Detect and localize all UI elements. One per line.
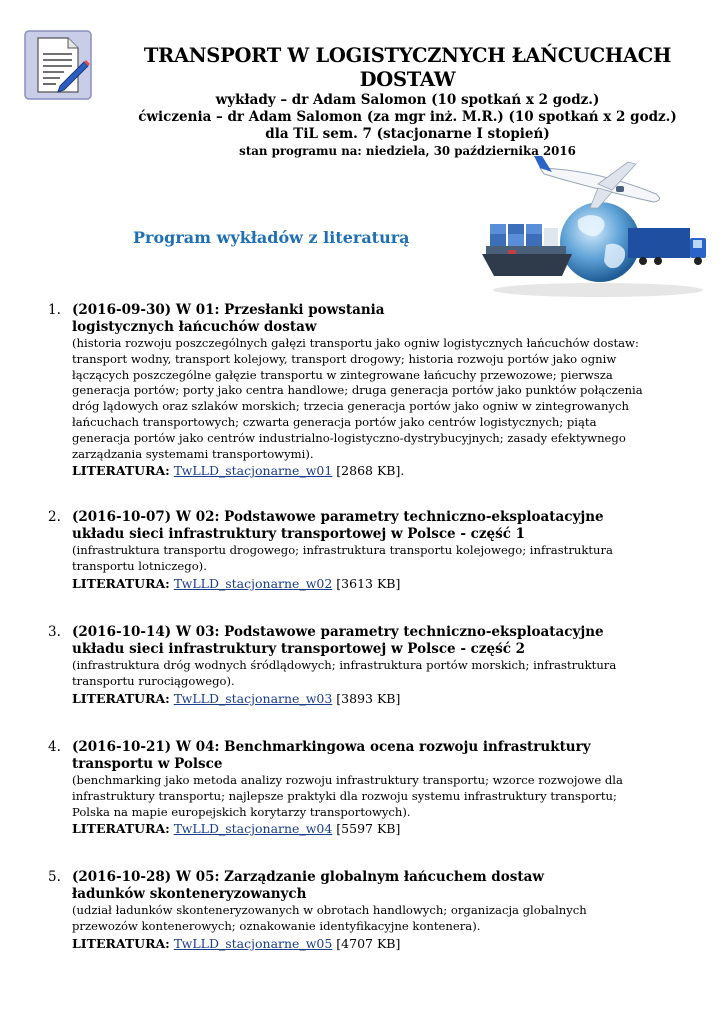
lecture-literature xyxy=(72,935,648,952)
lecture-description: (infrastruktura dróg wodnych śródlądowych; infrastruktura portów morskich; infrastruktura transportu rurociągowego). xyxy=(72,658,617,688)
lecture-description: (udział ładunków skonteneryzowanych w obrotach handlowych; organizacja globalnych przewozów kontenerowych; oznakowanie identyfikacyjne kontenera). xyxy=(72,903,587,933)
literature-link[interactable]: TwLLD_stacjonarne_w04 xyxy=(173,821,333,837)
lecture-literature xyxy=(72,462,648,479)
airplane-icon xyxy=(534,156,660,208)
exercises-line: ćwiczenia – dr Adam Salomon (za mgr inż. M.R.) (10 spotkań x 2 godz.) xyxy=(138,109,677,125)
lecture-number: 2. xyxy=(48,509,61,525)
lecture-title: (2016-10-14) W 03: Podstawowe parametry techniczno-eksploatacyjne układu sieci infrastruktury transportowej w Polsce - część 2 xyxy=(72,624,604,657)
literature-link[interactable]: TwLLD_stacjonarne_w01 xyxy=(173,463,333,479)
section-title: Program wykładów z literaturą xyxy=(133,228,410,247)
lecture-list xyxy=(48,302,648,952)
truck-icon xyxy=(628,228,706,265)
lecture-literature xyxy=(72,690,648,707)
file-size: [3893 KB] xyxy=(336,690,401,706)
lecture-item xyxy=(48,869,648,952)
file-size: [3613 KB] xyxy=(336,575,401,591)
lecture-item xyxy=(48,509,648,624)
lecture-number: 1. xyxy=(48,302,61,318)
lecture-number: 3. xyxy=(48,624,61,640)
literature-label: LITERATURA: xyxy=(72,690,170,706)
document-header xyxy=(100,44,715,159)
lecture-number: 5. xyxy=(48,869,61,885)
lecture-title: (2016-10-21) W 04: Benchmarkingowa ocena rozwoju infrastruktury transportu w Polsce xyxy=(72,739,591,772)
lecture-item xyxy=(48,739,648,869)
lecture-title: (2016-09-30) W 01: Przesłanki powstania logistycznych łańcuchów dostaw xyxy=(72,302,385,335)
lecture-literature xyxy=(72,575,648,592)
literature-link[interactable]: TwLLD_stacjonarne_w02 xyxy=(173,575,333,591)
literature-label: LITERATURA: xyxy=(72,463,170,479)
literature-label: LITERATURA: xyxy=(72,575,170,591)
audience-line: dla TiL sem. 7 (stacjonarne I stopień) xyxy=(265,126,550,142)
document-title: TRANSPORT W LOGISTYCZNYCH ŁAŃCUCHACH DOSTAW xyxy=(143,44,672,91)
lecture-description: (infrastruktura transportu drogowego; infrastruktura transportu kolejowego; infrastruktura transportu lotniczego). xyxy=(72,543,613,573)
lecture-description: (historia rozwoju poszczególnych gałęzi transportu jako ogniw logistycznych łańcuchów dostaw: transport wodny, transport kolejowy, transport drogowy; historia rozwoju portów jako ogniw łączących poszczególne gałęzie transportu w zintegrowane łańcuchy przewozowe; pierwsza generacja portów; porty jako centra handlowe; druga generacja portów jako punktów połączenia dróg lądowych oraz szlaków morskich; trzecia generacja portów jako ogniw w zintegrowanych łańcuchach transportowych; czwarta generacja portów jako centrów logistycznych; piąta generacja portów jako centrów industrialno-logistyczno-dystrybucyjnych; zasady efektywnego zarządzania systemami transportowymi). xyxy=(72,336,643,461)
program-status-line: stan programu na: niedziela, 30 października 2016 xyxy=(239,144,576,158)
lecture-number: 4. xyxy=(48,739,61,755)
literature-label: LITERATURA: xyxy=(72,821,170,837)
literature-label: LITERATURA: xyxy=(72,935,170,951)
file-size: [5597 KB] xyxy=(336,821,401,837)
container-ship-icon xyxy=(482,224,572,276)
lecture-literature xyxy=(72,820,648,837)
lecture-description: (benchmarking jako metoda analizy rozwoju infrastruktury transportu; wzorce rozwojowe dla infrastruktury transportu; najlepsze praktyki dla rozwoju systemu infrastruktury transportu; Polska na mapie europejskich korytarzy transportowych). xyxy=(72,773,623,819)
transport-logistics-illustration xyxy=(478,150,710,300)
literature-link[interactable]: TwLLD_stacjonarne_w03 xyxy=(173,690,333,706)
document-pencil-icon xyxy=(24,30,92,100)
lecturer-line: wykłady – dr Adam Salomon (10 spotkań x 2 godz.) xyxy=(215,92,600,108)
lecture-title: (2016-10-07) W 02: Podstawowe parametry techniczno-eksploatacyjne układu sieci infrastruktury transportowej w Polsce - część 1 xyxy=(72,509,604,542)
file-size: [2868 KB]. xyxy=(336,463,405,479)
file-size: [4707 KB] xyxy=(336,935,401,951)
lecture-title: (2016-10-28) W 05: Zarządzanie globalnym łańcuchem dostaw ładunków skonteneryzowanych xyxy=(72,869,544,902)
literature-link[interactable]: TwLLD_stacjonarne_w05 xyxy=(173,935,333,951)
lecture-item xyxy=(48,624,648,739)
lecture-item xyxy=(48,302,648,509)
